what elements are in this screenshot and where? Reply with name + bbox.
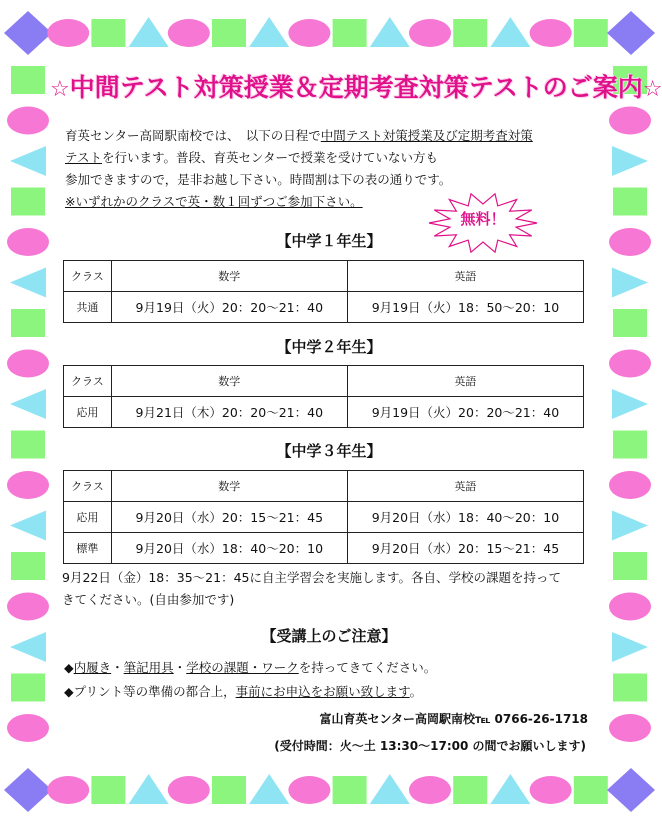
border-shape bbox=[453, 776, 487, 804]
table-cell: 標準 bbox=[64, 533, 112, 564]
border-shape bbox=[613, 674, 647, 702]
border-shape bbox=[607, 768, 655, 812]
border-shape bbox=[409, 776, 451, 804]
border-shape bbox=[409, 19, 451, 47]
border-shape bbox=[490, 17, 530, 47]
school-contact: 富山育英センター高岡駅南校℡ 0766-26-1718 bbox=[319, 712, 588, 726]
table-header-row bbox=[64, 366, 584, 397]
border-shape bbox=[212, 19, 246, 47]
border-shape bbox=[490, 774, 530, 804]
table-row bbox=[64, 502, 584, 533]
border-shape bbox=[129, 17, 169, 47]
border-shape bbox=[607, 11, 655, 55]
border-shape bbox=[249, 17, 289, 47]
border-shape bbox=[7, 107, 49, 135]
table-row bbox=[64, 533, 584, 564]
border-shape bbox=[370, 774, 410, 804]
table-cell: 応用 bbox=[64, 397, 112, 428]
table-cell: 9月19日（火）20：20〜21：40 bbox=[111, 292, 347, 323]
grade2-schedule-table bbox=[63, 365, 584, 428]
border-shape bbox=[10, 268, 46, 298]
caution-text: ・ bbox=[111, 660, 124, 675]
border-shape bbox=[612, 511, 648, 541]
border-shape bbox=[530, 776, 572, 804]
table-header-cell: 英語 bbox=[347, 261, 583, 292]
grade2-heading: 【中学２年生】 bbox=[276, 338, 382, 356]
table-header-cell: 数学 bbox=[111, 366, 347, 397]
border-shape bbox=[609, 471, 651, 499]
intro-text: 参加できますので，是非お越し下さい。時間割は下の表の通りです。 bbox=[65, 172, 452, 187]
border-shape bbox=[7, 593, 49, 621]
grade3-schedule-table bbox=[63, 470, 584, 564]
border-shape bbox=[530, 19, 572, 47]
border-shape bbox=[612, 389, 648, 419]
title-text: 中間テスト対策授業＆定期考査対策テストのご案内 bbox=[69, 73, 643, 102]
border-shape bbox=[370, 17, 410, 47]
border-shape bbox=[91, 19, 125, 47]
border-shape bbox=[612, 146, 648, 176]
table-header-cell: クラス bbox=[64, 366, 112, 397]
border-shape bbox=[10, 146, 46, 176]
caution-text: を持ってきてください。 bbox=[298, 660, 437, 675]
reception-hours: (受付時間：火〜土 13:30〜17:00 の間でお願いします) bbox=[274, 739, 586, 753]
border-shape bbox=[212, 776, 246, 804]
intro-underlined-text: テスト bbox=[65, 150, 103, 165]
caution-underlined-text: 筆記用具 bbox=[123, 660, 174, 675]
table-cell: 9月20日（水）18：40〜20：10 bbox=[347, 502, 583, 533]
table-cell: 共通 bbox=[64, 292, 112, 323]
grade1-schedule-table bbox=[63, 260, 584, 323]
border-shape bbox=[11, 552, 45, 580]
border-shape bbox=[613, 188, 647, 216]
caution-underlined-text: 学校の課題・ワーク bbox=[186, 660, 299, 675]
caution-text: ・ bbox=[173, 660, 187, 675]
caution-underlined-text: 内履き bbox=[73, 660, 112, 675]
intro-underlined-text: 中間テスト対策授業及び定期考査対策 bbox=[320, 128, 533, 143]
border-shape bbox=[288, 776, 330, 804]
caution-text: 。 bbox=[409, 684, 423, 699]
border-shape bbox=[288, 19, 330, 47]
border-shape bbox=[4, 11, 52, 55]
table-cell: 9月20日（水）18：40〜20：10 bbox=[111, 533, 347, 564]
border-shape bbox=[333, 19, 367, 47]
diamond-bullet-icon: ◆ bbox=[64, 684, 74, 699]
border-shape bbox=[47, 19, 89, 47]
border-shape bbox=[11, 309, 45, 337]
border-shape bbox=[609, 714, 651, 742]
table-row bbox=[64, 397, 584, 428]
table-row bbox=[64, 292, 584, 323]
star-left-icon: ☆ bbox=[50, 77, 70, 102]
page-title bbox=[50, 68, 662, 104]
border-shape bbox=[4, 768, 52, 812]
caution-item-belongings bbox=[64, 658, 436, 676]
border-shape bbox=[249, 774, 289, 804]
diamond-bullet-icon: ◆ bbox=[64, 660, 74, 675]
border-shape bbox=[574, 19, 608, 47]
table-cell: 応用 bbox=[64, 502, 112, 533]
border-shape bbox=[333, 776, 367, 804]
self-study-note: 9月22日（金）18：35〜21：45に自主学習会を実施します。各自、学校の課題を持って bbox=[62, 570, 561, 585]
border-shape bbox=[609, 107, 651, 135]
table-header-cell: 英語 bbox=[347, 366, 583, 397]
border-shape bbox=[612, 268, 648, 298]
self-study-note: きてください。(自由参加です) bbox=[62, 592, 235, 607]
caution-text: プリント等の準備の都合上， bbox=[73, 684, 236, 699]
table-cell: 9月20日（水）20：15〜21：45 bbox=[347, 533, 583, 564]
border-shape bbox=[7, 714, 49, 742]
border-shape bbox=[613, 552, 647, 580]
intro-underlined-note: ※いずれかのクラスで英・数１回ずつご参加下さい。 bbox=[65, 194, 363, 209]
table-header-row bbox=[64, 261, 584, 292]
border-shape bbox=[91, 776, 125, 804]
border-shape bbox=[7, 471, 49, 499]
border-shape bbox=[11, 66, 45, 94]
intro-text: を行います。普段、育英センターで授業を受けていない方も bbox=[102, 150, 439, 165]
border-shape bbox=[453, 19, 487, 47]
border-shape bbox=[10, 511, 46, 541]
intro-text: 育英センター高岡駅南校では、 以下の日程で bbox=[65, 128, 321, 143]
grade3-heading: 【中学３年生】 bbox=[276, 442, 382, 460]
border-shape bbox=[11, 188, 45, 216]
border-shape bbox=[168, 776, 210, 804]
star-right-icon: ☆ bbox=[642, 77, 662, 102]
border-shape bbox=[11, 674, 45, 702]
border-shape bbox=[574, 776, 608, 804]
caution-item-application bbox=[64, 682, 422, 700]
free-badge-text: 無料！ bbox=[460, 210, 506, 228]
table-header-cell: 数学 bbox=[111, 471, 347, 502]
table-cell: 9月21日（木）20：20〜21：40 bbox=[111, 397, 347, 428]
caution-underlined-text: 事前にお申込をお願い致します bbox=[235, 684, 410, 699]
border-shape bbox=[613, 309, 647, 337]
table-cell: 9月19日（火）18：50〜20：10 bbox=[347, 292, 583, 323]
grade1-heading: 【中学１年生】 bbox=[276, 232, 382, 250]
table-header-cell: クラス bbox=[64, 261, 112, 292]
border-shape bbox=[129, 774, 169, 804]
border-shape bbox=[168, 19, 210, 47]
caution-heading: 【受講上のご注意】 bbox=[261, 627, 397, 645]
table-cell: 9月20日（水）20：15〜21：45 bbox=[111, 502, 347, 533]
table-header-row bbox=[64, 471, 584, 502]
border-shape bbox=[47, 776, 89, 804]
table-header-cell: 数学 bbox=[111, 261, 347, 292]
table-header-cell: クラス bbox=[64, 471, 112, 502]
border-shape bbox=[609, 593, 651, 621]
table-cell: 9月19日（火）20：20〜21：40 bbox=[347, 397, 583, 428]
table-header-cell: 英語 bbox=[347, 471, 583, 502]
border-shape bbox=[10, 389, 46, 419]
